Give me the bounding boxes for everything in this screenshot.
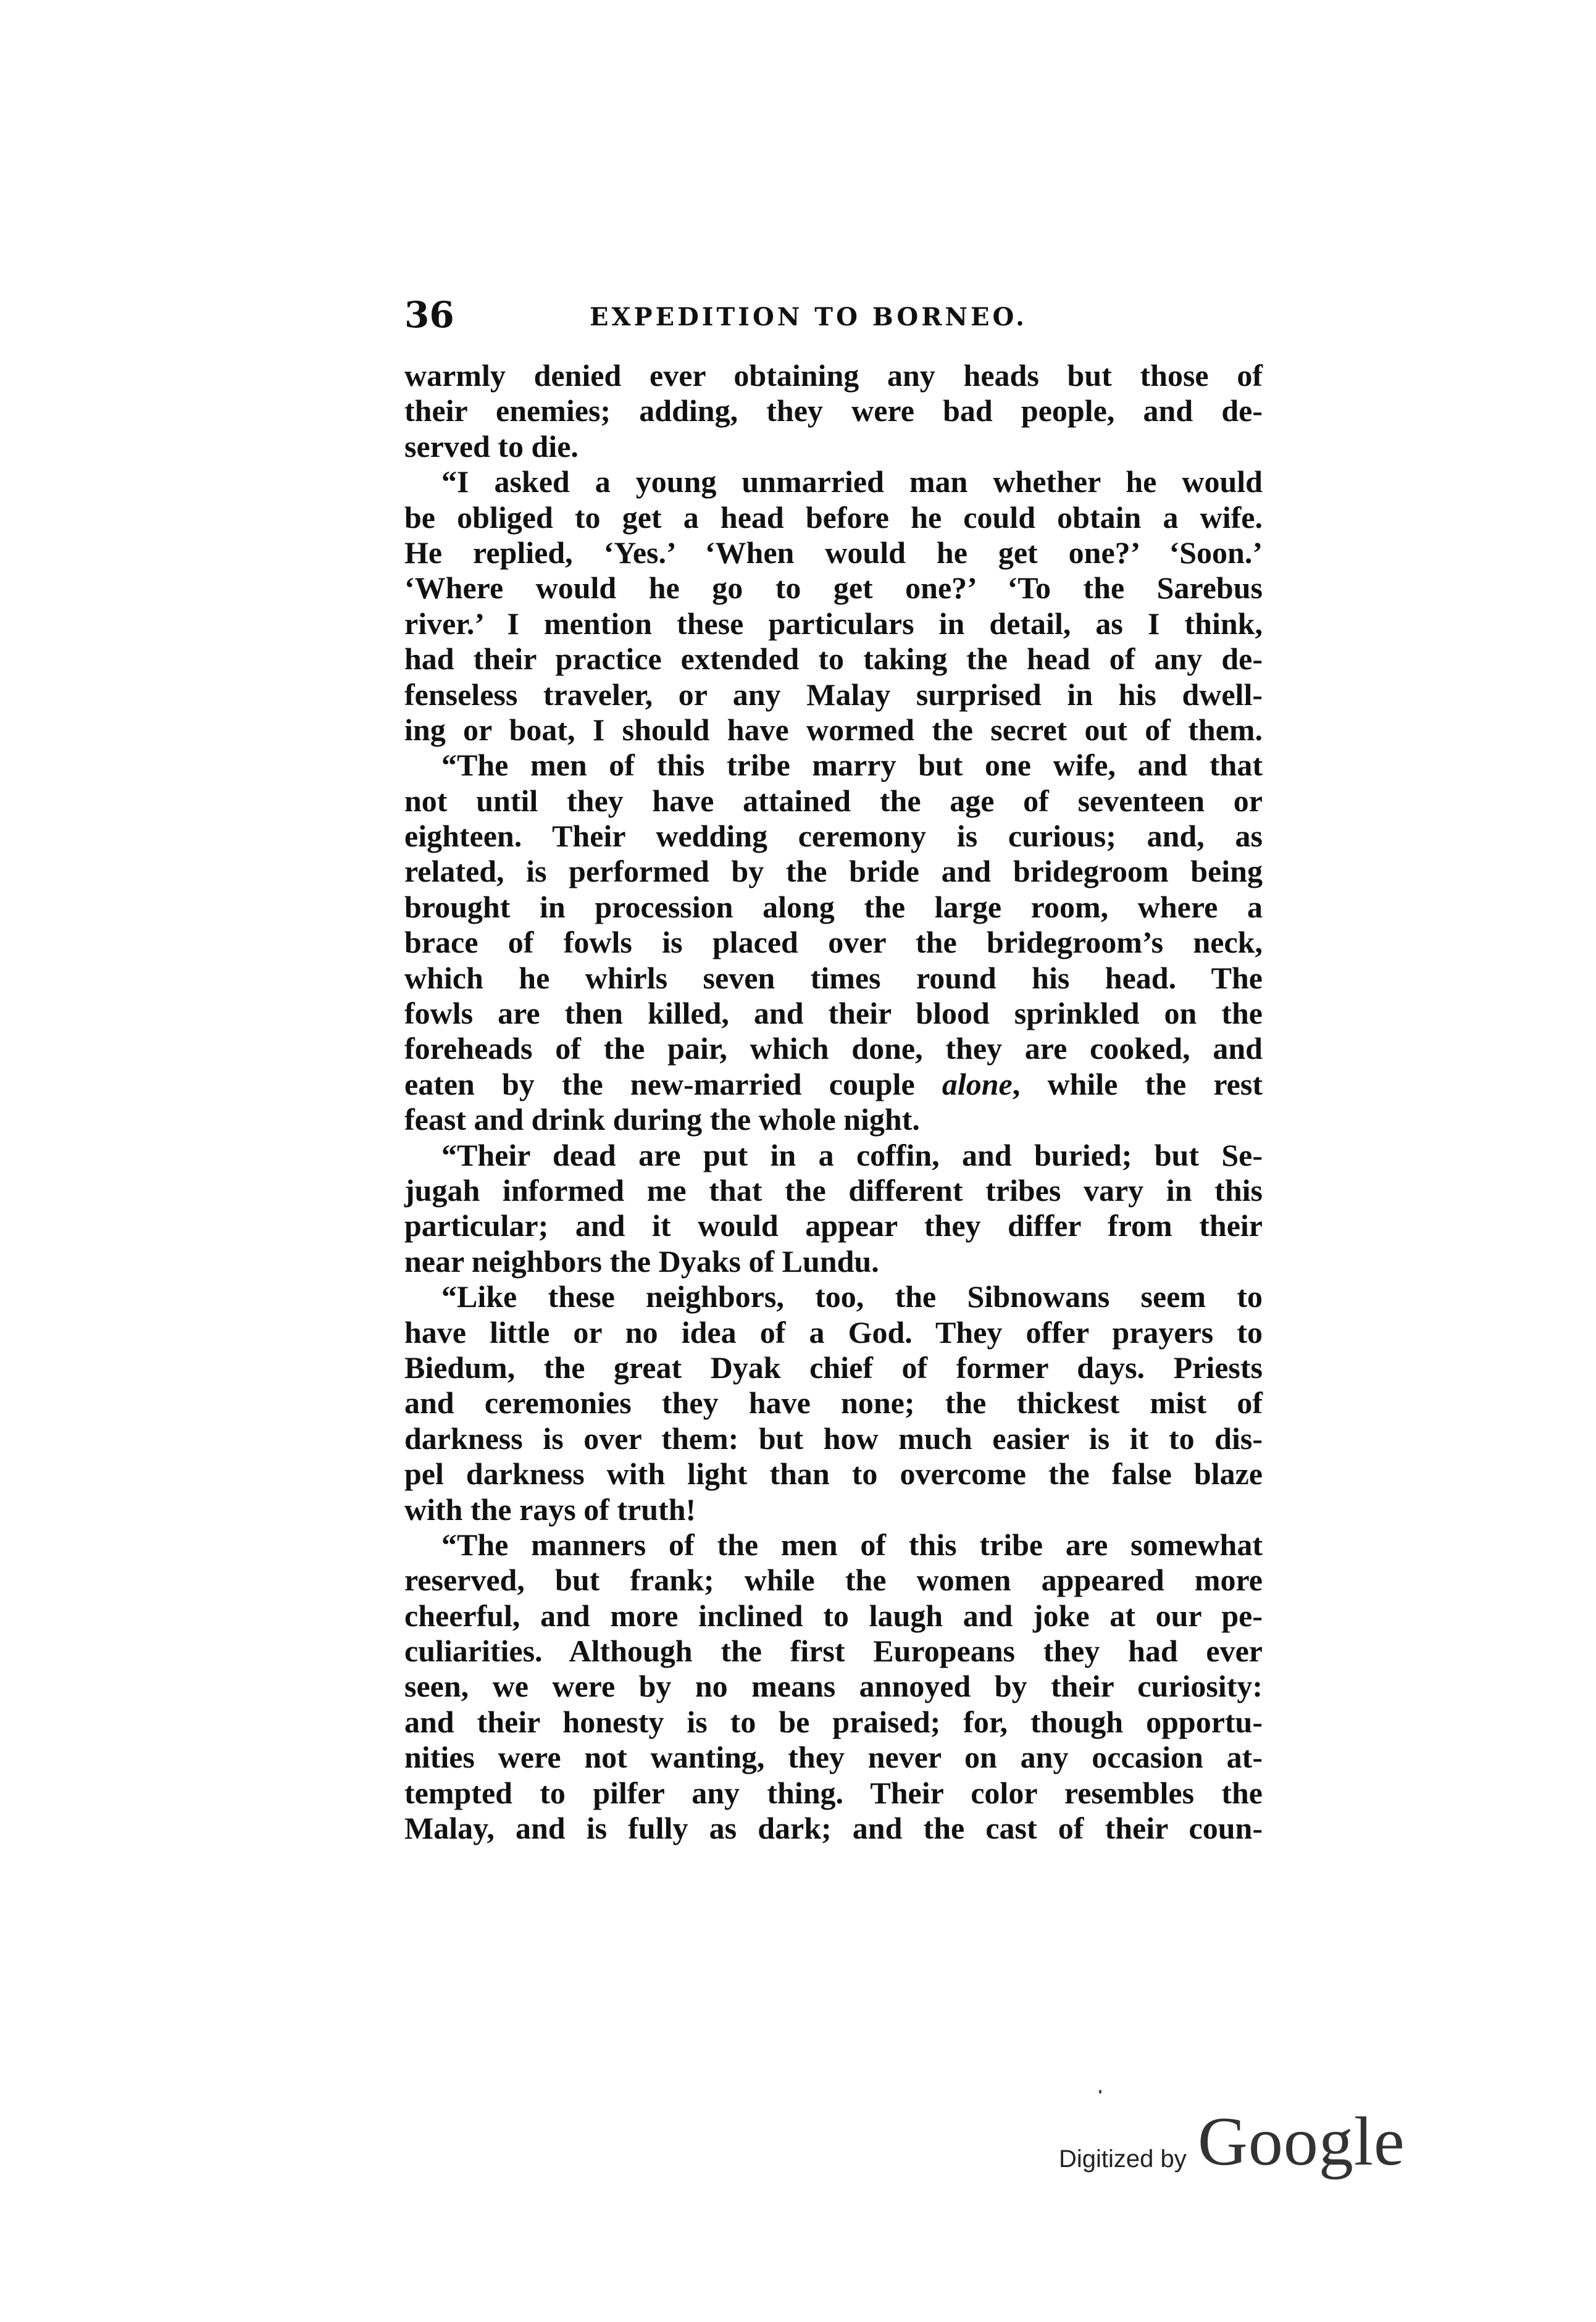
text-line: their enemies; adding, they were bad people, and de-: [404, 393, 1263, 428]
google-wordmark: Google: [1198, 2103, 1405, 2180]
text-line: tempted to pilfer any thing. Their color resembles the: [404, 1775, 1263, 1810]
text-line: pel darkness with light than to overcome the false blaze: [404, 1456, 1263, 1492]
running-head: EXPEDITION TO BORNEO.: [590, 303, 1027, 332]
text-line: “Like these neighbors, too, the Sibnowans seem to: [441, 1279, 1263, 1314]
text-line: seen, we were by no means annoyed by their curiosity:: [404, 1669, 1263, 1704]
text-line: reserved, but frank; while the women appeared more: [404, 1563, 1263, 1598]
text-line: brought in procession along the large room, where a: [404, 889, 1263, 924]
text-line: cheerful, and more inclined to laugh and joke at our pe-: [404, 1598, 1263, 1633]
page-header: [404, 290, 1281, 340]
text-line: with the rays of truth!: [404, 1492, 696, 1527]
text-line: ‘Where would he go to get one?’ ‘To the Sarebus: [404, 570, 1263, 606]
text-line: fowls are then killed, and their blood sprinkled on the: [404, 996, 1263, 1031]
text-line: be obliged to get a head before he could obtain a wife.: [404, 499, 1263, 535]
body-text: [404, 358, 1263, 1846]
text-line: and ceremonies they have none; the thickest mist of: [404, 1385, 1263, 1421]
text-line: darkness is over them: but how much easier is it to dis-: [404, 1421, 1263, 1456]
text-line: warmly denied ever obtaining any heads but those of: [404, 358, 1263, 393]
text-line: fenseless traveler, or any Malay surprised in his dwell-: [404, 677, 1263, 712]
text-line: culiarities. Although the first Europeans they had ever: [404, 1634, 1263, 1669]
text-line: and their honesty is to be praised; for, though opportu-: [404, 1704, 1263, 1739]
text-line: which he whirls seven times round his head. The: [404, 960, 1263, 995]
text-line: Malay, and is fully as dark; and the cast of their coun-: [404, 1811, 1263, 1846]
text-line: foreheads of the pair, which done, they are cooked, and: [404, 1031, 1263, 1066]
text-line: nities were not wanting, they never on any occasion at-: [404, 1740, 1263, 1775]
text-line: not until they have attained the age of seventeen or: [404, 783, 1263, 818]
text-line: near neighbors the Dyaks of Lundu.: [404, 1243, 879, 1279]
text-line: “Their dead are put in a coffin, and buried; but Se-: [441, 1137, 1263, 1172]
text-line: eighteen. Their wedding ceremony is curious; and, as: [404, 819, 1263, 854]
text-line: particular; and it would appear they differ from their: [404, 1208, 1263, 1243]
text-line: “The manners of the men of this tribe are somewhat: [441, 1527, 1263, 1562]
text-line: ing or boat, I should have wormed the secret out of them.: [404, 712, 1263, 747]
digitized-by-label: Digitized by: [1059, 2145, 1187, 2173]
text-line: jugah informed me that the different tribes vary in this: [404, 1172, 1263, 1208]
digitized-watermark: [1059, 2102, 1405, 2189]
text-line: feast and drink during the whole night.: [404, 1102, 920, 1137]
text-line: river.’ I mention these particulars in detail, as I think,: [404, 606, 1263, 641]
text-line: related, is performed by the bride and bridegroom being: [404, 854, 1263, 889]
emphasis-text: alone: [942, 1066, 1013, 1101]
text-line: have little or no idea of a God. They offer prayers to: [404, 1314, 1263, 1350]
text-line: He replied, ‘Yes.’ ‘When would he get one?’ ‘Soon.’: [404, 535, 1263, 570]
page-number: 36: [404, 294, 454, 336]
text-line: brace of fowls is placed over the bridegroom’s neck,: [404, 925, 1263, 960]
text-line: had their practice extended to taking the head of any de-: [404, 641, 1263, 677]
text-line: “I asked a young unmarried man whether he would: [441, 464, 1263, 499]
scan-speck: [1099, 2090, 1101, 2094]
text-line: eaten by the new-married couple alone, while the rest: [404, 1066, 1263, 1101]
text-line: served to die.: [404, 428, 579, 464]
text-line: “The men of this tribe marry but one wife, and that: [441, 748, 1263, 783]
text-line: Biedum, the great Dyak chief of former days. Priests: [404, 1350, 1263, 1385]
